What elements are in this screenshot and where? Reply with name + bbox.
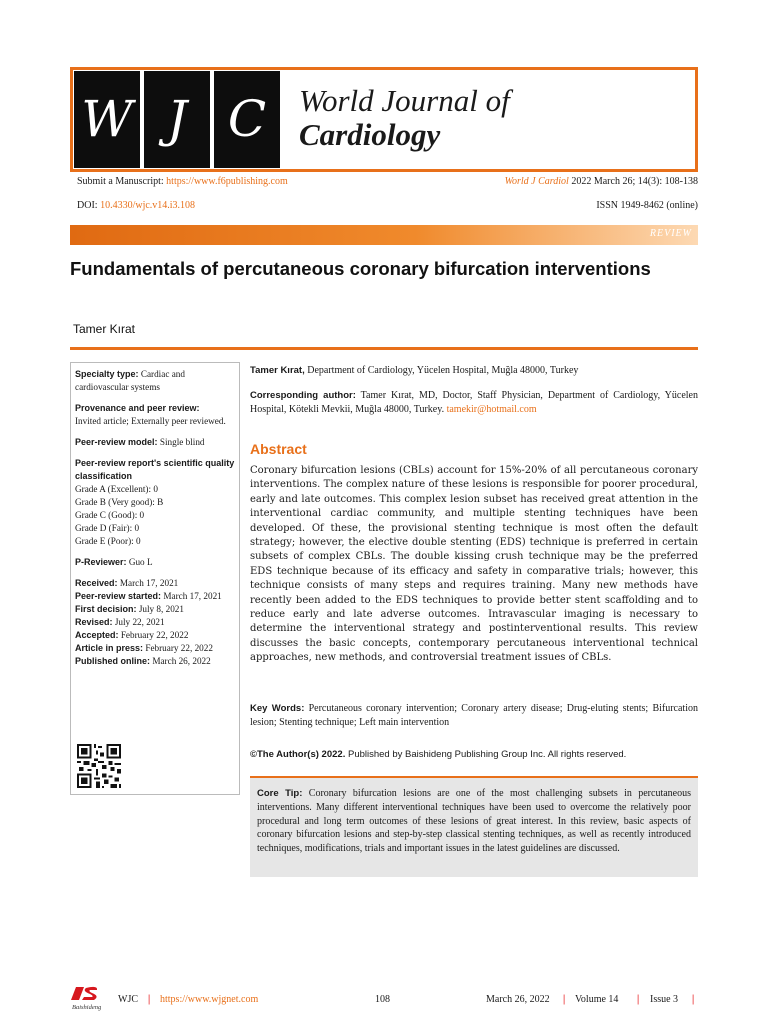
- date-value: July 8, 2021: [136, 604, 184, 614]
- publisher-mark: Baishideng: [72, 1004, 102, 1011]
- journal-name-line2: Cardiology: [299, 117, 441, 152]
- footer-separator: |: [563, 994, 566, 1005]
- footer-volume: Volume 14: [575, 994, 619, 1005]
- author-name: Tamer Kırat: [73, 322, 136, 336]
- model-label: Peer-review model:: [75, 437, 158, 447]
- logo-letter-c: C: [214, 71, 280, 168]
- date-label: Article in press:: [75, 643, 144, 653]
- affiliation-name: Tamer Kırat,: [250, 365, 305, 376]
- grade-c: Grade C (Good): 0: [75, 510, 145, 520]
- author-affiliation: [250, 364, 698, 378]
- article-title: Fundamentals of percutaneous coronary bifurcation interventions: [70, 258, 651, 279]
- provenance-label: Provenance and peer review:: [75, 403, 200, 413]
- title-divider: [70, 347, 698, 350]
- section-banner: [70, 225, 698, 245]
- journal-name: [299, 84, 510, 152]
- date-accepted: [75, 629, 235, 642]
- specialty-type: [75, 368, 235, 394]
- keywords-label: Key Words:: [250, 703, 305, 714]
- footer-issue: Issue 3: [650, 994, 679, 1005]
- citation: [505, 176, 698, 188]
- date-in-press: [75, 642, 235, 655]
- core-tip-box: [250, 776, 698, 877]
- citation-details: 2022 March 26; 14(3): 108-138: [568, 176, 698, 187]
- abstract-heading: Abstract: [250, 441, 307, 457]
- p-reviewer: [75, 556, 235, 569]
- affiliation-text: Department of Cardiology, Yücelen Hospital, Muğla 48000, Turkey: [304, 365, 579, 376]
- date-label: Revised:: [75, 617, 113, 627]
- article-dates: [75, 577, 235, 668]
- grade-b: Grade B (Very good): B: [75, 497, 164, 507]
- date-label: Received:: [75, 578, 118, 588]
- footer-url-link[interactable]: https://www.wjgnet.com: [160, 994, 259, 1005]
- issn: ISSN 1949-8462 (online): [596, 200, 698, 211]
- date-value: March 17, 2021: [161, 591, 222, 601]
- date-first-decision: [75, 603, 235, 616]
- qr-code-icon[interactable]: [77, 744, 121, 788]
- section-label: REVIEW: [649, 228, 692, 239]
- footer-separator: |: [637, 994, 640, 1005]
- doi-label: DOI:: [77, 200, 101, 211]
- core-tip-label: Core Tip:: [257, 788, 303, 799]
- submit-manuscript: [77, 176, 288, 188]
- baishideng-logo-icon: [70, 985, 110, 1011]
- date-label: Published online:: [75, 656, 151, 666]
- reviewer-value: Guo L: [126, 557, 153, 567]
- date-value: February 22, 2022: [143, 643, 213, 653]
- abstract-text: Coronary bifurcation lesions (CBLs) account for 15%-20% of all percutaneous coronary interventions. The complex nature of these lesions is responsible for poorer procedural, early and late outcomes. This complex lesion subset has received great attention in the interventional cardiac community, and multiple stenting techniques have been developed. Of these, the provisional stenting technique is most often the default strategy; however, the elective double stenting (EDS) technique is preferred in certain subsets of complex CBLs. The double kissing crush technique may be the preferred EDS technique because of its efficacy and safety in comparative trials; however, this technique consists of many steps and requires training. Many new methods have recently been added to the EDS techniques to provide better stent scaffolding and to reduce early and late adverse outcomes. Intravascular imaging is necessary to determine the interventional strategy and postinterventional results. This review discusses the basic concepts, contemporary percutaneous interventional technical approaches, new methods, and controversial treatment issues of CBLs.: [250, 465, 698, 664]
- date-published: [75, 655, 235, 668]
- corresponding-text: Tamer Kırat, MD, Doctor, Staff Physician, Department of Cardiology, Yücelen Hospital, Kötekli Mevkii, Muğla 48000, Turkey.: [250, 390, 698, 415]
- copyright-bold: ©The Author(s) 2022.: [250, 749, 346, 760]
- copyright-rest: Published by Baishideng Publishing Group Inc. All rights reserved.: [345, 749, 627, 760]
- submit-label: Submit a Manuscript:: [77, 176, 167, 187]
- provenance-value: Invited article; Externally peer reviewed.: [75, 416, 226, 426]
- article-info-sidebar: [70, 362, 240, 795]
- date-review-started: [75, 590, 235, 603]
- core-tip-text: Coronary bifurcation lesions are one of the most challenging subsets in percutaneous interventions. Many different interventional techniques have been used to overcome the relatively poor procedural and long term outcomes of these lesions of great interest. In this review, basic aspects of coronary bifurcation lesions and step-by-step classical stenting techniques, as well as recently introduced techniques, modifications, trials and important issues in the latest guidelines are discussed.: [257, 788, 691, 855]
- footer-separator: |: [692, 994, 695, 1005]
- doi: [77, 200, 195, 212]
- provenance: [75, 402, 235, 428]
- date-value: July 22, 2021: [112, 617, 165, 627]
- date-revised: [75, 616, 235, 629]
- date-value: March 26, 2022: [150, 656, 211, 666]
- specialty-value: Cardiac and cardiovascular systems: [75, 369, 185, 392]
- citation-journal: World J Cardiol: [504, 176, 569, 187]
- date-label: Accepted:: [75, 630, 119, 640]
- submit-link[interactable]: https://www.f6publishing.com: [166, 176, 288, 187]
- journal-masthead: [70, 67, 698, 172]
- keywords-text: Percutaneous coronary intervention; Coronary artery disease; Drug-eluting stents; Bifurcation lesion; Stenting technique; Left main intervention: [250, 703, 698, 728]
- journal-name-line1: World Journal of: [299, 83, 510, 118]
- date-label: Peer-review started:: [75, 591, 162, 601]
- reviewer-label: P-Reviewer:: [75, 557, 127, 567]
- corresponding-author: [250, 389, 698, 417]
- keywords: [250, 702, 698, 730]
- grade-d: Grade D (Fair): 0: [75, 523, 140, 533]
- footer-journal: WJC: [118, 994, 138, 1005]
- corresponding-email-link[interactable]: tamekir@hotmail.com: [446, 404, 537, 415]
- copyright-notice: [250, 749, 626, 760]
- quality-classification: [75, 457, 235, 548]
- date-label: First decision:: [75, 604, 137, 614]
- footer-date: March 26, 2022: [486, 994, 550, 1005]
- model-value: Single blind: [157, 437, 205, 447]
- page-number: 108: [375, 994, 390, 1005]
- date-received: [75, 577, 235, 590]
- grade-a: Grade A (Excellent): 0: [75, 484, 158, 494]
- page-footer: [70, 991, 698, 1011]
- logo-letter-w: W: [74, 71, 140, 168]
- specialty-label: Specialty type:: [75, 369, 139, 379]
- peer-review-model: [75, 436, 235, 449]
- date-value: March 17, 2021: [117, 578, 179, 588]
- grade-e: Grade E (Poor): 0: [75, 536, 141, 546]
- date-value: February 22, 2022: [118, 630, 189, 640]
- doi-link[interactable]: 10.4330/wjc.v14.i3.108: [100, 200, 196, 211]
- footer-separator: |: [148, 994, 151, 1005]
- report-label: Peer-review report's scientific quality classification: [75, 458, 235, 481]
- logo-letter-j: J: [144, 71, 210, 168]
- corresponding-label: Corresponding author:: [250, 390, 356, 401]
